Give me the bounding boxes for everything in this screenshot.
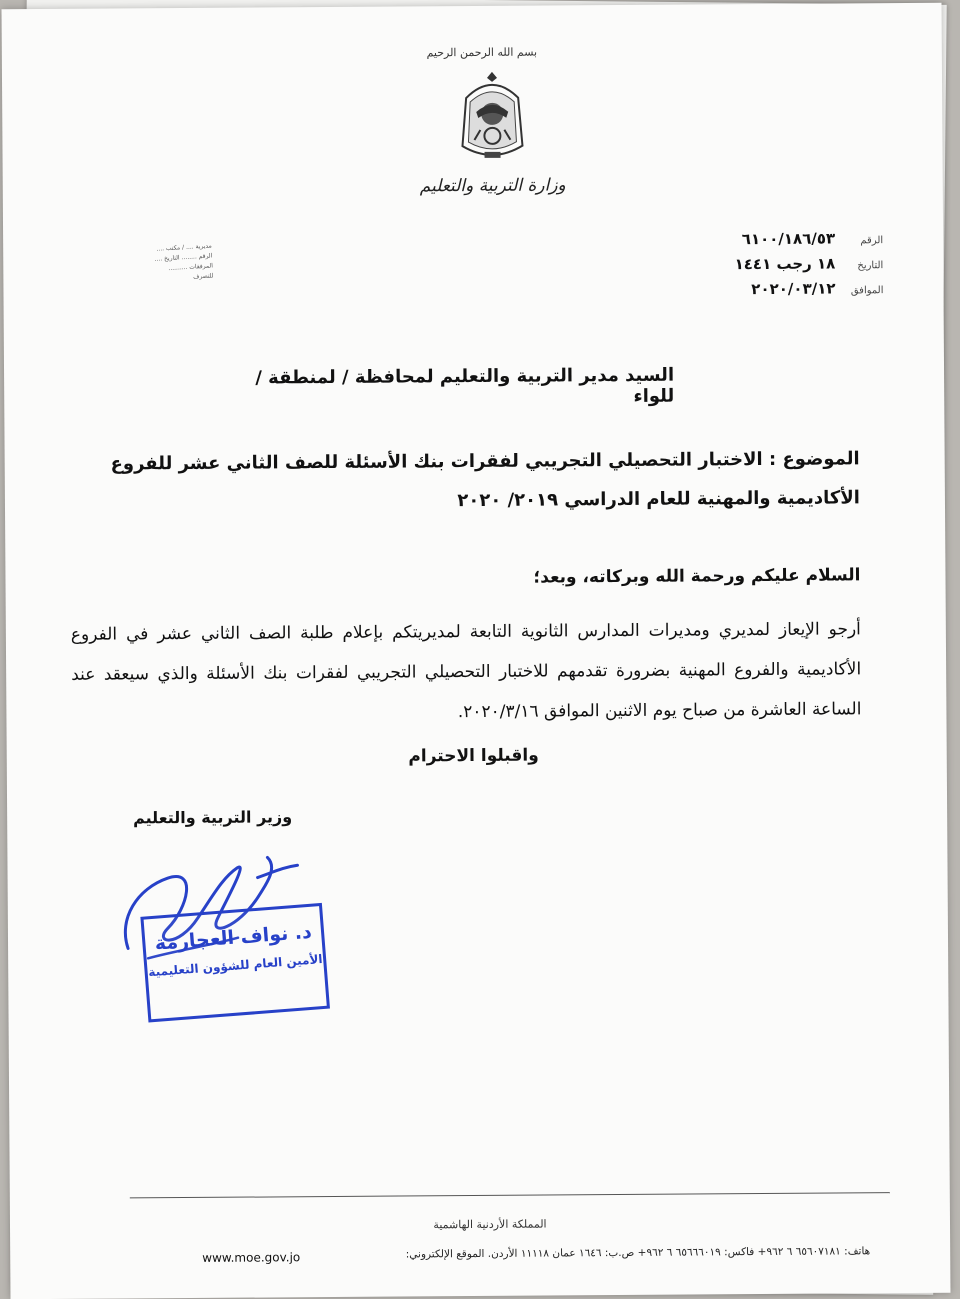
agreed-row bbox=[653, 279, 883, 306]
agreed-label: الموافق bbox=[850, 285, 884, 297]
subject: الموضوع : الاختبار التحصيلي التجريبي لفقرات بنك الأسئلة للصف الثاني عشر للفروع الأكاديمية والمهنية للعام الدراسي ٢٠١٩/ ٢٠٢٠ bbox=[110, 448, 861, 512]
ref-label: الرقم bbox=[860, 235, 884, 247]
date-row bbox=[653, 254, 883, 281]
official-stamp bbox=[140, 903, 330, 1023]
footer-kingdom: المملكة الأردنية الهاشمية bbox=[433, 1217, 547, 1232]
stamp-title: الأمين العام للشؤون التعليمية bbox=[147, 952, 323, 980]
received-stamp-line: المرفقات .......... bbox=[168, 262, 214, 273]
footer-divider bbox=[130, 1192, 890, 1198]
ref-value: ٦١٠٠/١٨٦/٥٣ bbox=[741, 229, 836, 249]
addressee: السيد مدير التربية والتعليم لمحافظة / لمنطقة / للواء bbox=[255, 364, 675, 407]
closing: واقبلوا الاحترام bbox=[408, 745, 539, 767]
footer-website[interactable]: www.moe.gov.jo bbox=[202, 1250, 301, 1265]
jordan-coat-of-arms-icon bbox=[452, 68, 533, 169]
basmala: بسم الله الرحمن الرحيم bbox=[426, 45, 538, 60]
letter-body: أرجو الإيعاز لمديري ومديرات المدارس الثانوية التابعة لمديريتكم بإعلام طلبة الصف الثاني عشر في الفروع الأكاديمية والفروع المهنية بضرورة تقدمهم للاختبار التحصيلي التجريبي لفقرات بنك الأسئلة والذي سيعقد عند الساعة العاشرة من صباح يوم الاثنين الموافق ٢٠٢٠/٣/١٦. bbox=[70, 619, 862, 723]
date-label: التاريخ bbox=[857, 260, 884, 272]
greeting: السلام عليكم ورحمة الله وبركاته، وبعد؛ bbox=[533, 565, 861, 588]
signatory-title: وزير التربية والتعليم bbox=[132, 807, 293, 828]
letter-meta bbox=[653, 229, 884, 306]
date-hijri: ١٨ رجب ١٤٤١ bbox=[734, 254, 836, 274]
date-gregorian: ٢٠٢٠/٠٣/١٢ bbox=[751, 279, 836, 299]
footer-contact: هاتف: ٦٥٦٠٧١٨١ ٦ ٩٦٢+ فاكس: ٦٥٦٦٦٠١٩ ٦ ٩٦٢+ ص.ب: ١٦٤٦ عمان ١١١١٨ الأردن. الموقع الإلكتروني: bbox=[405, 1245, 871, 1261]
received-stamp-line: الرقم ........ التاريخ .... bbox=[154, 252, 213, 263]
ministry-name: وزارة التربية والتعليم bbox=[419, 175, 566, 197]
received-stamp-line: للتصرف bbox=[192, 272, 214, 281]
ref-row bbox=[653, 229, 883, 256]
received-stamp-line: مديرية .... / مكتب .... bbox=[156, 242, 212, 253]
letter-page bbox=[2, 3, 951, 1299]
received-stamp bbox=[120, 241, 216, 308]
stamp-name: د. نواف العجارمة bbox=[153, 920, 313, 955]
